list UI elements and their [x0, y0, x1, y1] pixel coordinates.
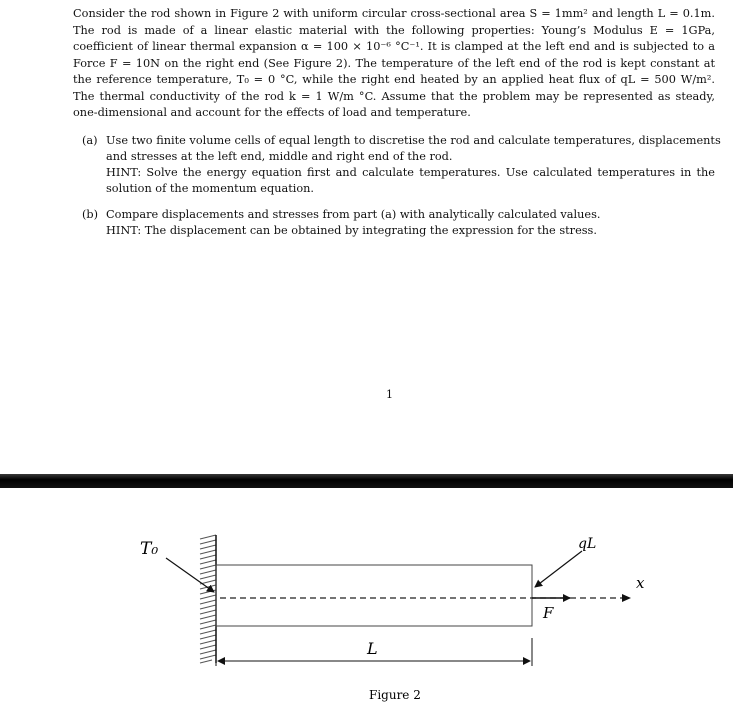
- hint-line: solution of the momentum equation.: [106, 182, 315, 195]
- heat-flux-arrow: [535, 551, 582, 587]
- clamped-wall: [200, 535, 216, 663]
- problem-line: coefficient of linear thermal expansion α = 100 × 10⁻⁶ °C⁻¹. It is clamped at the left end and is subjected to a: [73, 40, 715, 53]
- rod: [216, 565, 532, 626]
- page-divider: [0, 474, 733, 488]
- label-l: L: [367, 639, 378, 658]
- question-parts: [82, 133, 721, 249]
- part-line: and stresses at the left end, middle and right end of the rod.: [106, 150, 453, 163]
- label-x: x: [636, 574, 645, 592]
- figure-2: [0, 488, 733, 707]
- part-a: [82, 133, 721, 197]
- problem-statement: [73, 6, 715, 122]
- label-ql: qL: [578, 536, 597, 552]
- part-line: Use two finite volume cells of equal length to discretise the rod and calculate temperatures, displacements: [106, 134, 721, 147]
- problem-line: the reference temperature, T₀ = 0 °C, while the right end heated by an applied heat flux of qL = 500 W/m².: [73, 73, 715, 86]
- figure-caption: Figure 2: [369, 688, 421, 702]
- hint-line: HINT: Solve the energy equation first and calculate temperatures. Use calculated temperatures in the: [106, 166, 715, 179]
- page-number: 1: [386, 388, 393, 401]
- part-line: Compare displacements and stresses from part (a) with analytically calculated values.: [106, 208, 601, 221]
- problem-line: The rod is made of a linear elastic material with the following properties: Young’s Modulus E = 1GPa,: [73, 23, 715, 37]
- problem-line: one-dimensional and account for the effects of load and temperature.: [73, 106, 471, 119]
- problem-line: Consider the rod shown in Figure 2 with uniform circular cross-sectional area S = 1mm² and length L = 0.1m.: [73, 7, 715, 20]
- part-b: [82, 207, 715, 239]
- hint-line: HINT: The displacement can be obtained by integrating the expression for the stress.: [106, 224, 597, 237]
- label-t0: T₀: [140, 539, 159, 559]
- part-label: (a): [82, 134, 98, 147]
- problem-line: Force F = 10N on the right end (See Figure 2). The temperature of the left end of the rod is kept constant at: [73, 56, 715, 70]
- problem-line: The thermal conductivity of the rod k = 1 W/m °C. Assume that the problem may be represented as steady,: [73, 89, 715, 103]
- x-axis-arrowhead: [622, 594, 631, 602]
- label-f: F: [543, 604, 554, 622]
- part-label: (b): [82, 208, 99, 221]
- rod-diagram: [0, 488, 733, 707]
